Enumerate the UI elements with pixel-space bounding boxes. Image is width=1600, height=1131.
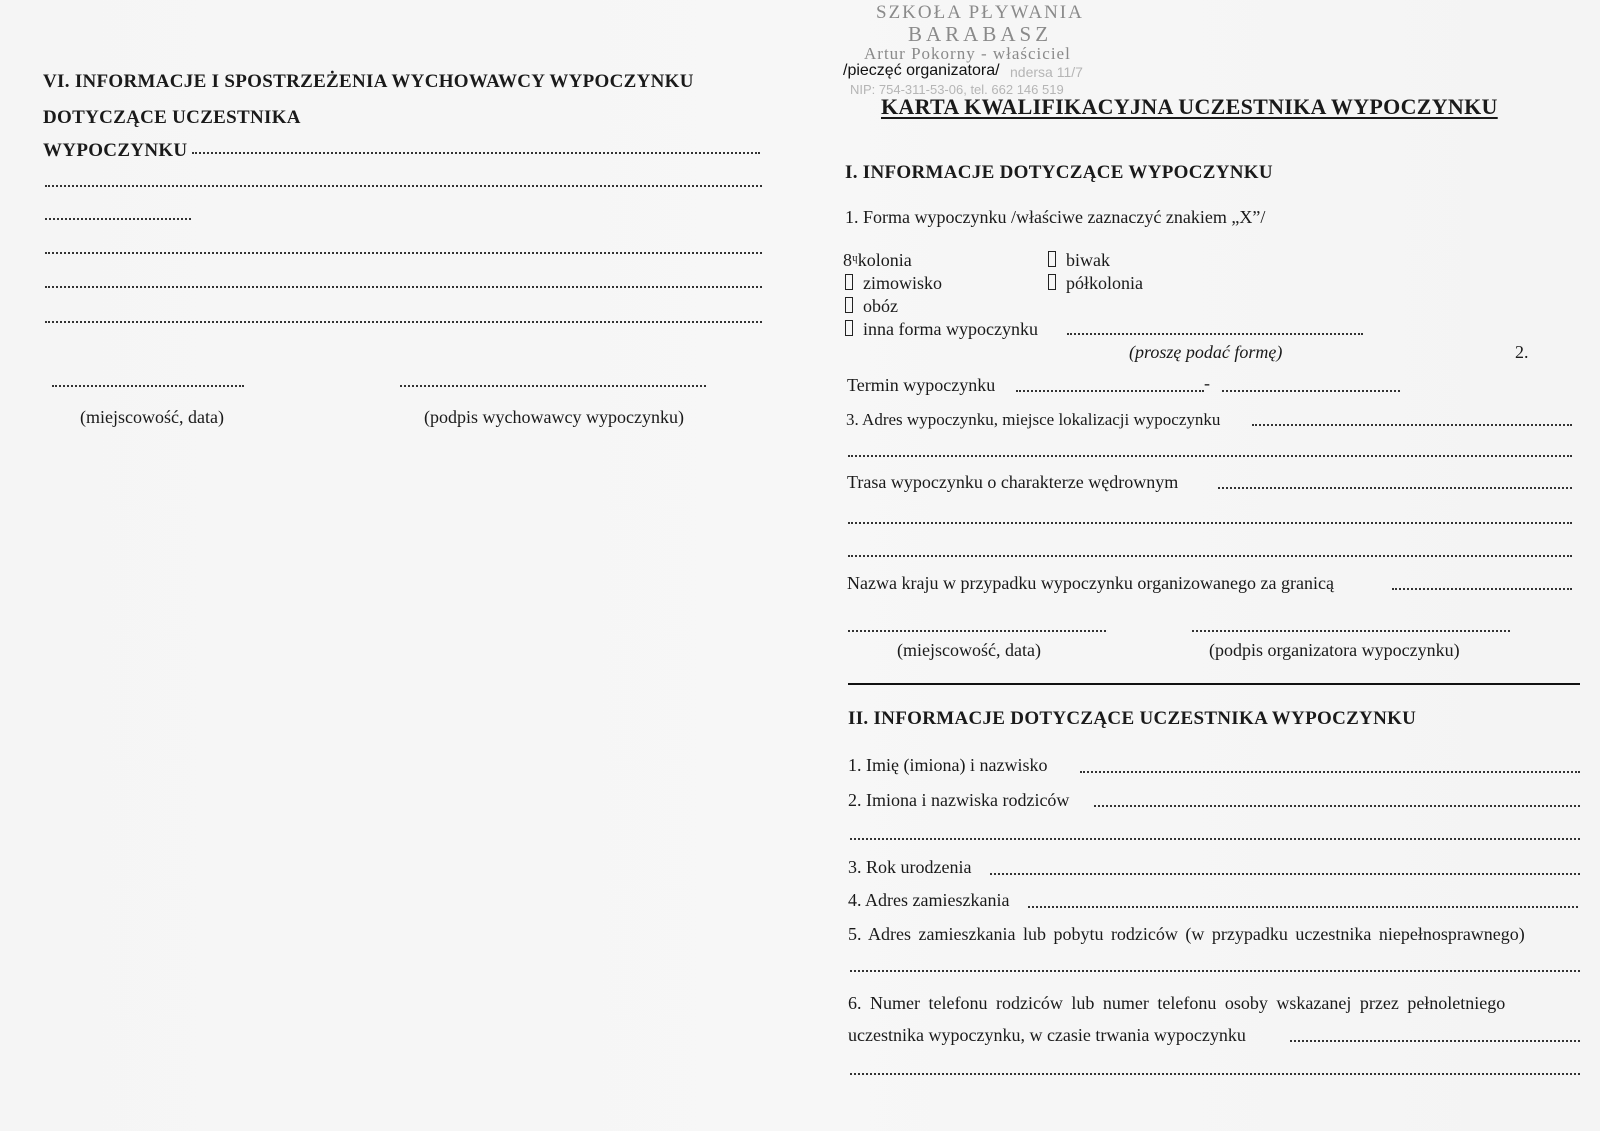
stamp-line4: ndersa 11/7	[1010, 64, 1083, 80]
left-signature-label: (podpis wychowawcy wypoczynku)	[424, 407, 684, 427]
term-dash: -	[1204, 373, 1210, 393]
p4-line[interactable]	[1028, 906, 1578, 908]
p2-label: 2. Imiona i nazwiska rodziców	[848, 790, 1070, 810]
trasa-line[interactable]	[848, 555, 1572, 557]
p3-label: 3. Rok urodzenia	[848, 857, 972, 877]
p2-line[interactable]	[850, 838, 1580, 840]
checkbox-icon[interactable]	[1048, 274, 1056, 290]
option-polkolonia[interactable]	[1048, 273, 1143, 294]
org-signature-line[interactable]	[1192, 630, 1510, 632]
section-divider	[848, 683, 1580, 685]
kolonia-label: kolonia	[857, 250, 912, 270]
observations-line[interactable]	[45, 286, 762, 288]
term-end-line[interactable]	[1222, 390, 1400, 392]
polkolonia-label: półkolonia	[1066, 273, 1143, 293]
question-2-label: Termin wypoczynku	[847, 375, 996, 395]
stamp-caption: /pieczęć organizatora/	[843, 62, 1000, 79]
left-signature-line[interactable]	[400, 385, 706, 387]
checkbox-icon[interactable]	[845, 320, 853, 336]
question-1-label: 1. Forma wypoczynku /właściwe zaznaczyć znakiem „X”/	[845, 207, 1266, 227]
address-line[interactable]	[1252, 424, 1572, 426]
p6-line[interactable]	[1290, 1040, 1580, 1042]
right-place-date-line[interactable]	[848, 630, 1106, 632]
stamp-line2: BARABASZ	[908, 22, 1053, 46]
question-3-label: 3. Adres wypoczynku, miejsce lokalizacji wypoczynku	[846, 410, 1221, 429]
org-signature-label: (podpis organizatora wypoczynku)	[1209, 640, 1460, 660]
stamp-line3: Artur Pokorny - właściciel	[864, 44, 1071, 63]
option-inna[interactable]	[845, 319, 1038, 340]
question-2-number: 2.	[1515, 342, 1529, 362]
checkbox-icon[interactable]	[845, 274, 853, 290]
p1-label: 1. Imię (imiona) i nazwisko	[848, 755, 1048, 775]
biwak-label: biwak	[1066, 250, 1110, 270]
left-place-date-label: (miejscowość, data)	[80, 407, 224, 427]
p5-line[interactable]	[850, 970, 1580, 972]
option-kolonia[interactable]	[843, 250, 912, 271]
checkbox-icon[interactable]	[845, 297, 853, 313]
checkbox-icon[interactable]	[1048, 251, 1056, 267]
p5-label: 5. Adres zamieszkania lub pobytu rodziców (w przypadku uczestnika niepełnosprawnego)	[848, 924, 1525, 944]
kraj-label: Nazwa kraju w przypadku wypoczynku organizowanego za granicą	[847, 573, 1334, 593]
left-heading-line3: WYPOCZYNKU	[43, 140, 188, 161]
inna-hint: (proszę podać formę)	[1129, 342, 1283, 362]
term-start-line[interactable]	[1016, 390, 1204, 392]
oboz-label: obóz	[863, 296, 898, 316]
kraj-line[interactable]	[1392, 588, 1572, 590]
observations-line[interactable]	[45, 218, 191, 220]
p1-line[interactable]	[1080, 771, 1580, 773]
trasa-line[interactable]	[1218, 487, 1572, 489]
observations-line[interactable]	[192, 152, 760, 154]
section-1-heading: I. INFORMACJE DOTYCZĄCE WYPOCZYNKU	[845, 162, 1273, 183]
stamp-line5: NIP: 754-311-53-06, tel. 662 146 519	[850, 82, 1064, 97]
section-2-heading: II. INFORMACJE DOTYCZĄCE UCZESTNIKA WYPOCZYNKU	[848, 708, 1417, 729]
inna-forma-line[interactable]	[1067, 333, 1363, 335]
kolonia-x-mark: 8ᶣ	[843, 250, 858, 270]
p4-label: 4. Adres zamieszkania	[848, 890, 1010, 910]
trasa-label: Trasa wypoczynku o charakterze wędrownym	[847, 472, 1179, 492]
option-zimowisko[interactable]	[845, 273, 942, 294]
p6-line[interactable]	[850, 1073, 1580, 1075]
p6-label-line2: uczestnika wypoczynku, w czasie trwania wypoczynku	[848, 1025, 1246, 1045]
right-place-date-label: (miejscowość, data)	[897, 640, 1041, 660]
p2-line[interactable]	[1094, 805, 1580, 807]
left-heading-line1: VI. INFORMACJE I SPOSTRZEŻENIA WYCHOWAWCY WYPOCZYNKU	[43, 71, 694, 92]
left-place-date-line[interactable]	[52, 385, 244, 387]
left-heading-line2: DOTYCZĄCE UCZESTNIKA	[43, 107, 301, 128]
observations-line[interactable]	[45, 185, 762, 187]
observations-line[interactable]	[45, 252, 762, 254]
option-oboz[interactable]	[845, 296, 898, 317]
p3-line[interactable]	[990, 873, 1580, 875]
address-line[interactable]	[848, 455, 1572, 457]
observations-line[interactable]	[45, 321, 762, 323]
form-title: KARTA KWALIFIKACYJNA UCZESTNIKA WYPOCZYNKU	[881, 94, 1498, 119]
stamp-line1: SZKOŁA PŁYWANIA	[876, 2, 1084, 23]
trasa-line[interactable]	[848, 522, 1572, 524]
inna-label: inna forma wypoczynku	[863, 319, 1038, 339]
zimowisko-label: zimowisko	[863, 273, 942, 293]
option-biwak[interactable]	[1048, 250, 1110, 271]
p6-label-line1: 6. Numer telefonu rodziców lub numer telefonu osoby wskazanej przez pełnoletniego	[848, 993, 1506, 1013]
